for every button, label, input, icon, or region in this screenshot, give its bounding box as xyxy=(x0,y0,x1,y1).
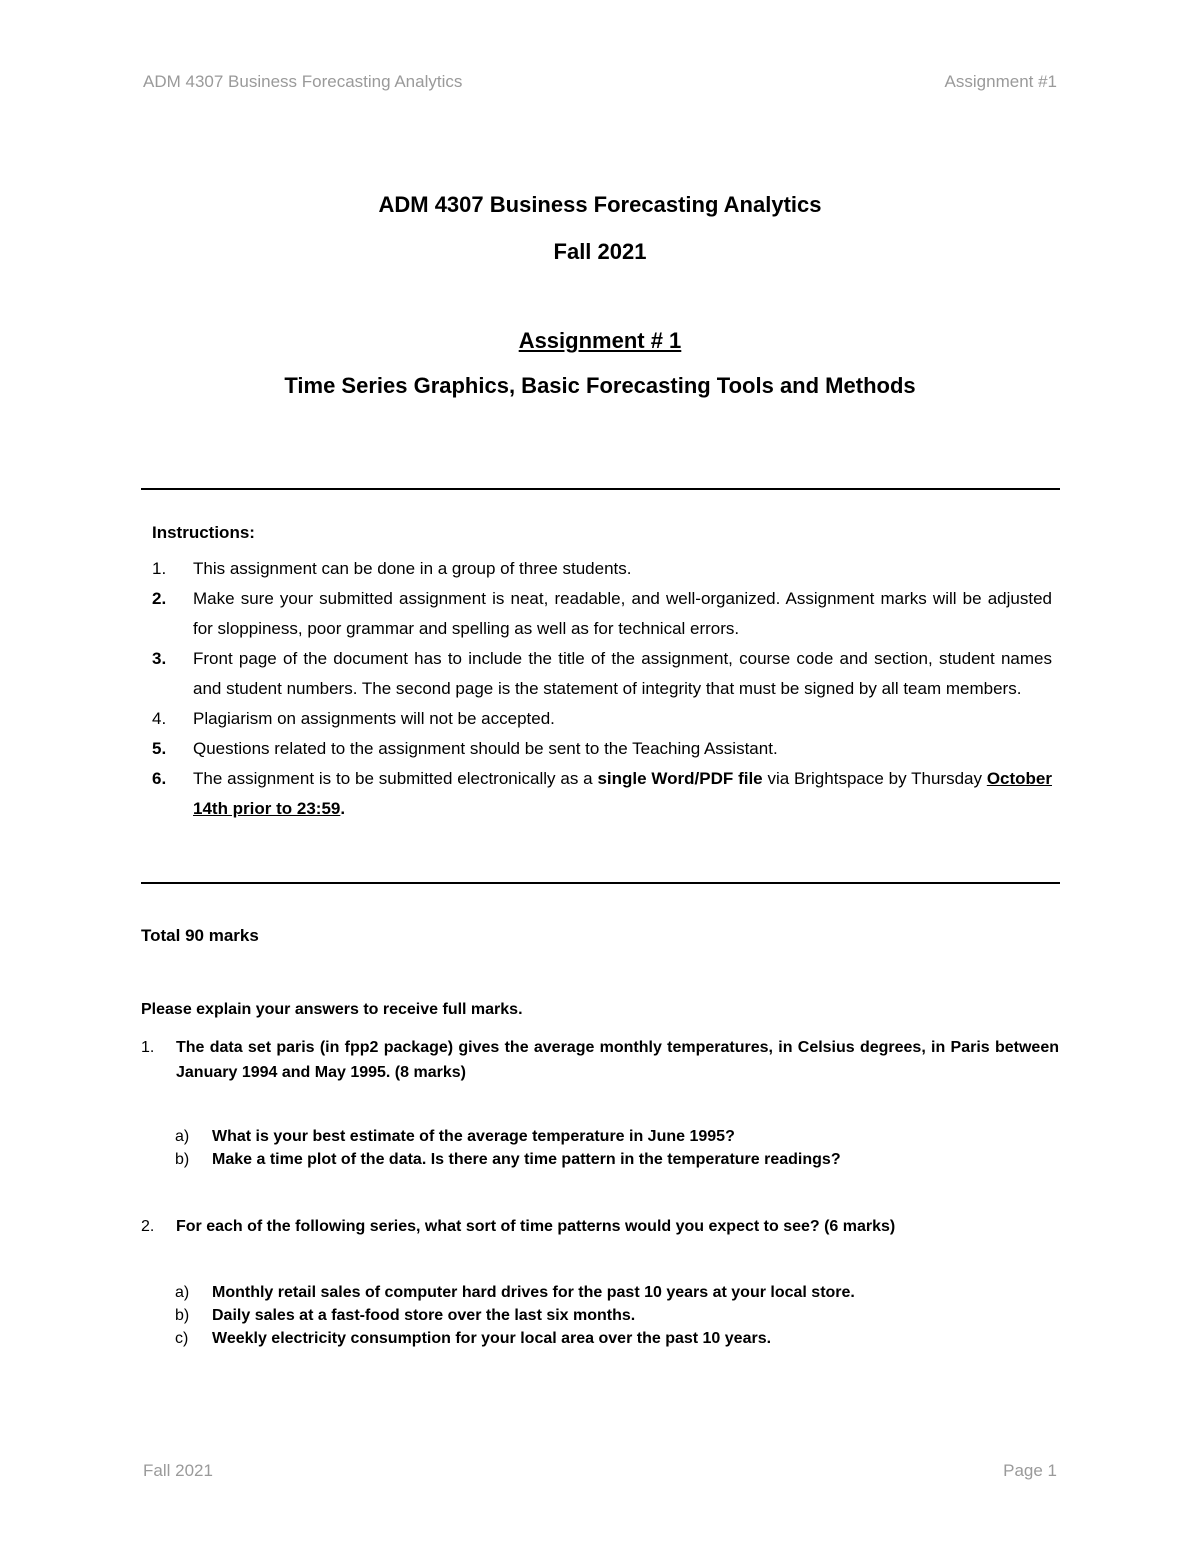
instruction-number: 2. xyxy=(152,589,167,608)
part-label: a) xyxy=(175,1128,190,1145)
instruction-number: 3. xyxy=(152,649,167,668)
term-title: Fall 2021 xyxy=(553,239,647,264)
question-part xyxy=(175,1281,1055,1304)
instruction-text: Questions related to the assignment should be sent to the Teaching Assistant. xyxy=(193,739,778,758)
instruction-text: Plagiarism on assignments will not be accepted. xyxy=(193,709,555,728)
instruction-number: 4. xyxy=(152,709,167,728)
instruction-number: 5. xyxy=(152,739,167,758)
header-assignment: Assignment #1 xyxy=(944,72,1057,91)
question-part xyxy=(175,1148,1055,1171)
instruction-text: Make sure your submitted assignment is neat, readable, and well-organized. Assignment marks will be adjusted for sloppiness, poor grammar and spelling as well as for technical errors. xyxy=(193,589,1052,638)
part-label: a) xyxy=(175,1284,190,1301)
question-number: 1. xyxy=(141,1039,155,1056)
due-date: October 14th prior to 23:59 xyxy=(193,769,1052,818)
instruction-text: This assignment can be done in a group of three students. xyxy=(193,559,632,578)
instruction-item xyxy=(152,764,1052,824)
question-1 xyxy=(141,1035,1059,1085)
instruction-item xyxy=(152,704,1052,734)
divider-bottom xyxy=(141,882,1060,884)
instructions-list xyxy=(152,554,1052,824)
part-text: Make a time plot of the data. Is there any time pattern in the temperature readings? xyxy=(212,1151,841,1168)
divider-top xyxy=(141,488,1060,490)
instruction-item xyxy=(152,554,1052,584)
total-marks: Total 90 marks xyxy=(141,926,259,945)
part-label: b) xyxy=(175,1151,190,1168)
instruction-text-part: . xyxy=(340,799,346,818)
question-part xyxy=(175,1304,1055,1327)
file-format-emphasis: single Word/PDF file xyxy=(597,769,763,788)
part-label: c) xyxy=(175,1330,189,1347)
assignment-subtitle: Time Series Graphics, Basic Forecasting Tools and Methods xyxy=(284,373,916,398)
instruction-number: 1. xyxy=(152,559,167,578)
question-number: 2. xyxy=(141,1218,155,1235)
question-1-parts xyxy=(175,1125,1055,1171)
instruction-item xyxy=(152,644,1052,704)
part-text: Daily sales at a fast-food store over the last six months. xyxy=(212,1307,636,1324)
instruction-text-part: The assignment is to be submitted electronically as a xyxy=(193,769,598,788)
instruction-text-part: via Brightspace by Thursday xyxy=(762,769,987,788)
instruction-item xyxy=(152,584,1052,644)
question-part xyxy=(175,1125,1055,1148)
footer-term: Fall 2021 xyxy=(143,1461,213,1480)
explain-note: Please explain your answers to receive full marks. xyxy=(141,1001,523,1018)
question-text: For each of the following series, what sort of time patterns would you expect to see? (6 marks) xyxy=(176,1218,896,1235)
question-2-parts xyxy=(175,1281,1055,1350)
instruction-number: 6. xyxy=(152,769,167,788)
assignment-title-text: Assignment # 1 xyxy=(518,328,682,353)
part-text: Weekly electricity consumption for your local area over the past 10 years. xyxy=(212,1330,772,1347)
instruction-item xyxy=(152,734,1052,764)
instruction-text: Front page of the document has to include the title of the assignment, course code and section, student names and student numbers. The second page is the statement of integrity that must be signed by all team members. xyxy=(193,649,1052,698)
course-title: ADM 4307 Business Forecasting Analytics xyxy=(378,192,822,217)
footer-page-number: Page 1 xyxy=(1003,1461,1057,1480)
part-text: What is your best estimate of the average temperature in June 1995? xyxy=(212,1128,735,1145)
assignment-title xyxy=(0,328,1200,354)
question-2 xyxy=(141,1214,1059,1239)
question-text: The data set paris (in fpp2 package) gives the average monthly temperatures, in Celsius degrees, in Paris between January 1994 and May 1995. (8 marks) xyxy=(176,1039,1059,1081)
question-part xyxy=(175,1327,1055,1350)
part-label: b) xyxy=(175,1307,190,1324)
header-course: ADM 4307 Business Forecasting Analytics xyxy=(143,72,463,91)
part-text: Monthly retail sales of computer hard drives for the past 10 years at your local store. xyxy=(212,1284,855,1301)
instructions-heading: Instructions: xyxy=(152,523,255,542)
